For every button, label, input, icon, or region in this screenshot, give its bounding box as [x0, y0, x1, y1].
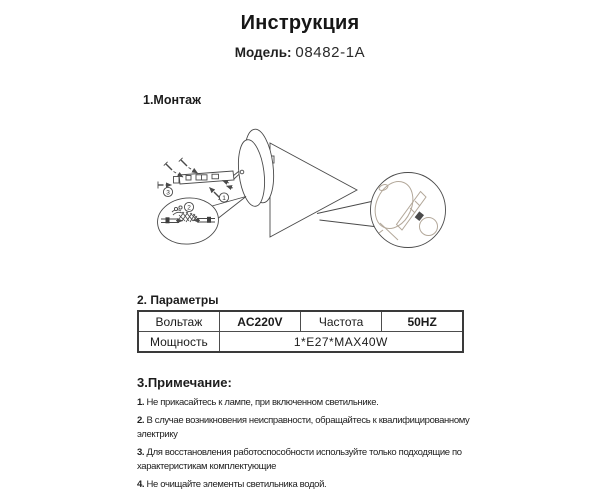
section-heading-montage: 1.Монтаж [143, 93, 201, 107]
note-item [137, 446, 557, 474]
step-3-badge [163, 187, 172, 196]
power-value-cell: 1*E27*MAX40W [219, 332, 463, 353]
frequency-label-cell: Частота [301, 311, 382, 332]
note-item [137, 396, 557, 410]
note-number: 4. [137, 479, 145, 490]
step-2-number: 2 [187, 204, 191, 212]
page-title: Инструкция [240, 12, 360, 34]
power-label-cell: Мощность [138, 332, 219, 353]
insert-arrow-icon [227, 186, 234, 188]
model-label: Модель: [234, 45, 292, 60]
step-1-badge [219, 193, 228, 202]
note-text: характеристикам комплектующие [137, 461, 277, 472]
note-text: Не очищайте элементы светильника водой. [146, 479, 327, 490]
model-value: 08482-1A [295, 44, 366, 61]
table-row [138, 332, 463, 353]
voltage-label-cell: Вольтаж [138, 311, 219, 332]
params-table [137, 310, 464, 353]
section-heading-params: 2. Параметры [137, 293, 219, 307]
model-line [0, 44, 600, 61]
note-number: 2. [137, 415, 145, 426]
step-2-badge [184, 202, 193, 211]
note-text: В случае возникновения неисправности, обращайтесь к квалифицированному [146, 415, 470, 426]
note-text: электрику [137, 429, 178, 440]
step-3-number: 3 [166, 189, 170, 197]
voltage-value-cell: AC220V [219, 311, 300, 332]
screw-icon [179, 158, 198, 173]
installation-diagram [133, 120, 473, 290]
frequency-value-cell: 50HZ [382, 311, 463, 332]
mounting-strap [174, 171, 235, 184]
notes-list [137, 396, 557, 496]
bulb-sketch [420, 218, 438, 236]
note-text: Не прикасайтесь к лампе, при включенном светильнике. [146, 397, 379, 408]
note-number: 3. [137, 447, 145, 458]
note-number: 1. [137, 397, 145, 408]
doc-header [0, 12, 600, 61]
step-1-number: 1 [222, 194, 226, 202]
note-item [137, 414, 557, 442]
wire-connection-callout [156, 195, 246, 246]
table-row [138, 311, 463, 332]
section-heading-notes: 3.Примечание: [137, 375, 232, 390]
note-text: Для восстановления работоспособности используйте только подходящие по [146, 447, 462, 458]
note-item [137, 478, 557, 492]
